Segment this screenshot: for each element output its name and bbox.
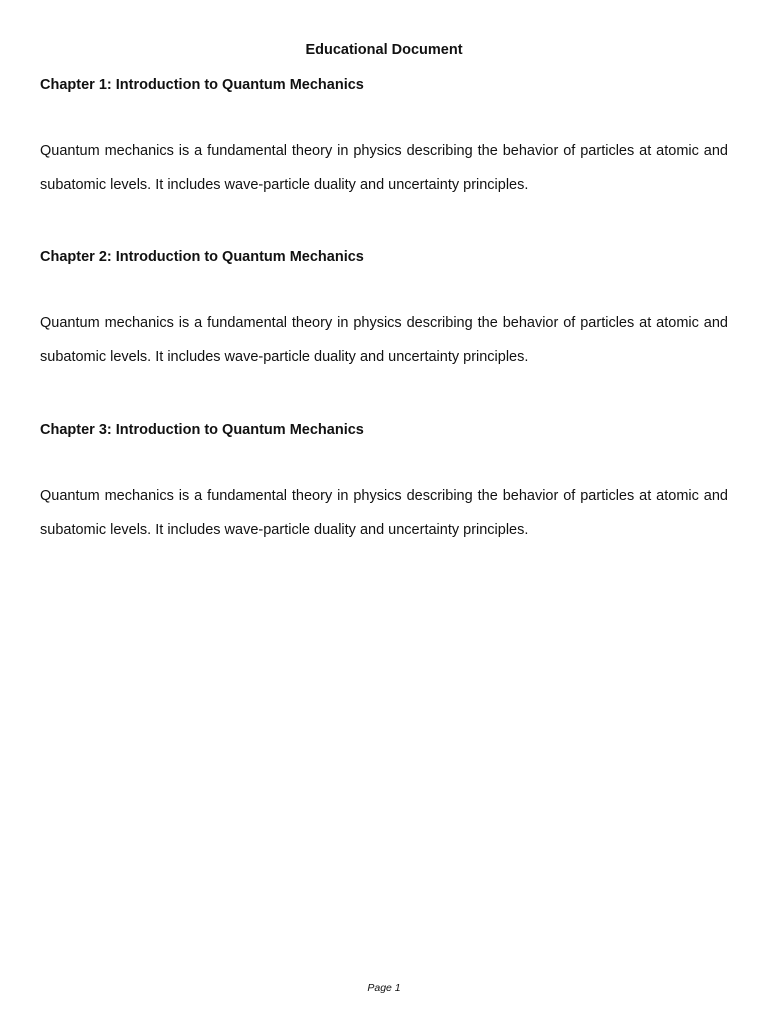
chapter-3-section [40,420,728,538]
chapter-3-heading: Chapter 3: Introduction to Quantum Mechanics [40,422,364,438]
chapter-1-section [40,75,728,193]
document-title: Educational Document [305,42,463,58]
page-number: Page 1 [367,982,401,994]
chapter-1-heading: Chapter 1: Introduction to Quantum Mechanics [40,77,364,93]
chapter-2-body: Quantum mechanics is a fundamental theory in physics describing the behavior of particles at atomic and subatomic levels. It includes wave-particle duality and uncertainty principles. [40,315,728,365]
chapter-1-body: Quantum mechanics is a fundamental theory in physics describing the behavior of particles at atomic and subatomic levels. It includes wave-particle duality and uncertainty principles. [40,143,728,193]
chapter-3-body: Quantum mechanics is a fundamental theory in physics describing the behavior of particles at atomic and subatomic levels. It includes wave-particle duality and uncertainty principles. [40,488,728,538]
chapter-2-section [40,247,728,365]
chapter-2-heading: Chapter 2: Introduction to Quantum Mechanics [40,249,364,265]
